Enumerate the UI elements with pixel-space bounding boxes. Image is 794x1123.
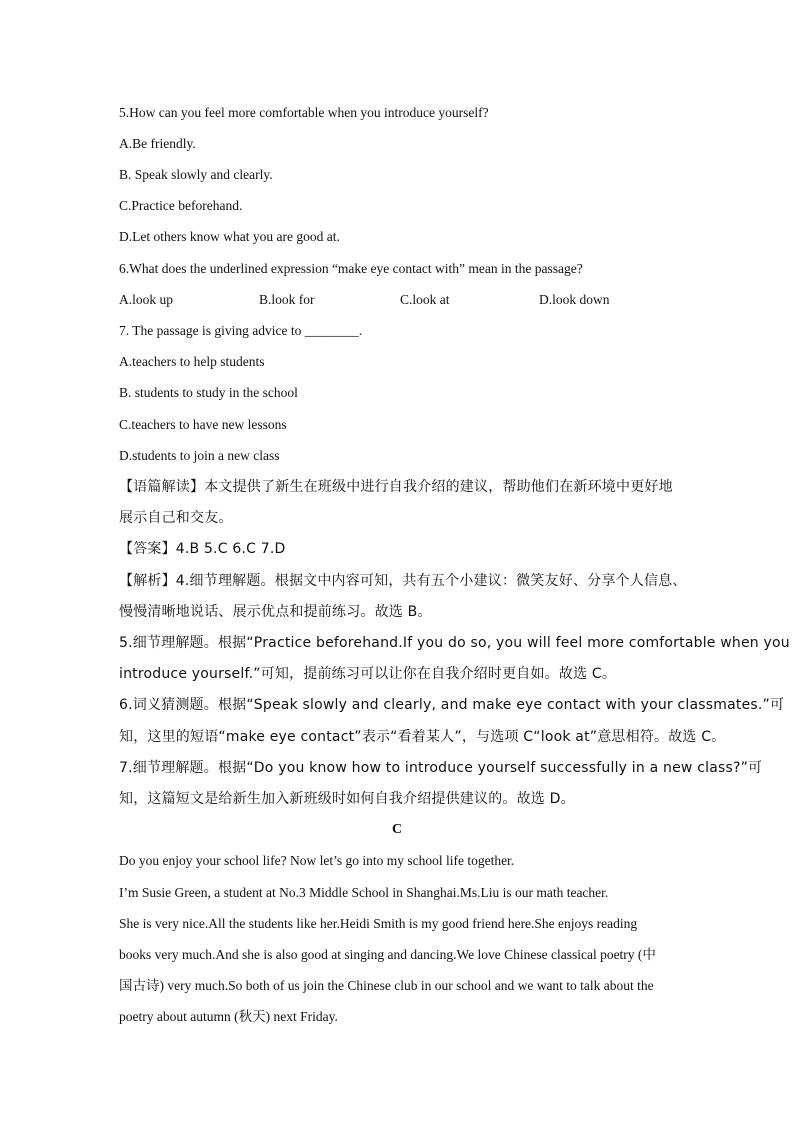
answer-key: 【答案】4.B 5.C 6.C 7.D: [119, 541, 286, 557]
q6-option-c: C.look at: [400, 292, 450, 307]
q7-option-d: D.students to join a new class: [119, 448, 280, 463]
q6-option-a: A.look up: [119, 292, 173, 307]
q6-stem: 6.What does the underlined expression “make eye contact with” mean in the passage?: [119, 261, 583, 276]
q5-stem: 5.How can you feel more comfortable when you introduce yourself?: [119, 105, 489, 120]
q5-option-b: B. Speak slowly and clearly.: [119, 167, 273, 182]
q7-stem: 7. The passage is giving advice to ________.: [119, 323, 363, 338]
explanation-line8: 知，这篇短文是给新生加入新班级时如何自我介绍提供建议的。故选 D。: [119, 791, 575, 807]
q7-option-c: C.teachers to have new lessons: [119, 417, 287, 432]
q6-option-d: D.look down: [539, 292, 610, 307]
passage-line6: poetry about autumn (秋天) next Friday.: [119, 1009, 338, 1024]
reading-interpretation-line2: 展示自己和交友。: [119, 510, 233, 526]
q5-option-c: C.Practice beforehand.: [119, 198, 243, 213]
passage-line5: 国古诗) very much.So both of us join the Chinese club in our school and we want to talk about the: [119, 978, 654, 993]
q5-option-a: A.Be friendly.: [119, 136, 196, 151]
passage-line1: Do you enjoy your school life? Now let’s go into my school life together.: [119, 853, 515, 868]
explanation-line6: 知，这里的短语“make eye contact”表示“看着某人”，与选项 C“look at”意思相符。故选 C。: [119, 729, 726, 745]
q7-option-a: A.teachers to help students: [119, 354, 265, 369]
explanation-line7: 7.细节理解题。根据“Do you know how to introduce yourself successfully in a new class?”可: [119, 760, 763, 776]
explanation-line2: 慢慢清晰地说话、展示优点和提前练习。故选 B。: [119, 604, 432, 620]
q6-option-b: B.look for: [259, 292, 315, 307]
explanation-line5: 6.词义猜测题。根据“Speak slowly and clearly, and make eye contact with your classmates.”可: [119, 697, 785, 713]
q7-option-b: B. students to study in the school: [119, 385, 298, 400]
q5-option-d: D.Let others know what you are good at.: [119, 229, 340, 244]
passage-line2: I’m Susie Green, a student at No.3 Middle School in Shanghai.Ms.Liu is our math teacher.: [119, 885, 609, 900]
explanation-line1: 【解析】4.细节理解题。根据文中内容可知，共有五个小建议：微笑友好、分享个人信息、: [119, 573, 687, 589]
explanation-line3: 5.细节理解题。根据“Practice beforehand.If you do so, you will feel more comfortable when you: [119, 635, 790, 651]
section-heading: C: [391, 822, 403, 837]
reading-interpretation-line1: 【语篇解读】本文提供了新生在班级中进行自我介绍的建议，帮助他们在新环境中更好地: [119, 479, 673, 495]
explanation-line4: introduce yourself.”可知，提前练习可以让你在自我介绍时更自如。故选 C。: [119, 666, 617, 682]
passage-line3: She is very nice.All the students like her.Heidi Smith is my good friend here.She enjoys reading: [119, 916, 638, 931]
passage-line4: books very much.And she is also good at singing and dancing.We love Chinese classical poetry (中: [119, 947, 656, 962]
